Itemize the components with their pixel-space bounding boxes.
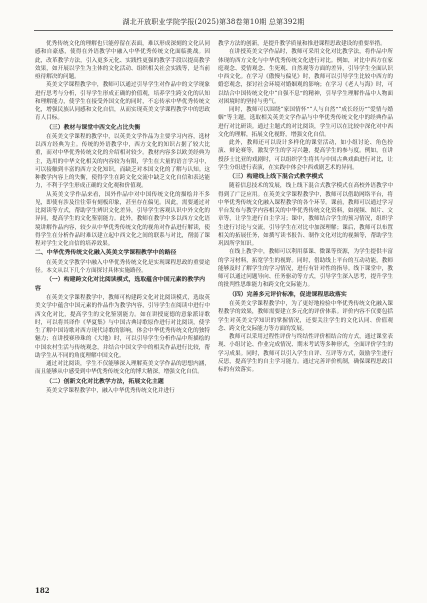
body-paragraph: 教师可以采用过程性评价与终结性评价相结合的方式，通过课堂表现、小组讨论、作业完成情况、期末考试等多种形式，全面评价学生的学习成果。同时，教师可以引入学生自评、互评等方式，鼓励学生进行反思，提高学生的自主学习能力。通过完善评价机制，确保课程思政目标的有效落实。 xyxy=(218,334,393,374)
body-paragraph: 优秀传统文化的理解也只能停留在表面，难以形成深刻的文化认同感和自豪感，使得在外语教学中融入中华优秀传统文化面临挑战。因此，改革教学方法，引入更多元化、实践性更强的教学手段以提高教学效果，如开展以学生为主体的文化活动、组织相关社会实践等，是当前亟待解决的问题。 xyxy=(35,41,210,80)
page-number: 182 xyxy=(35,586,50,595)
section-subheading: （一）构建跨文化对比阅读模式，选取蕴含中国元素的教学内容 xyxy=(35,276,206,292)
body-paragraph: 通过对比阅读，学生不仅能够深入理解英美文学作品的思想内涵，而且能够从中感受到中华优秀传统文化的博大精深，增强文化自信。 xyxy=(35,361,210,376)
section-subheading: （三）构建线上线下混合式教学模式 xyxy=(229,173,324,180)
body-paragraph: 在线上教学中，教师可以利用慕课、微课等资源，为学生提供丰富的学习材料，拓宽学生的视野。同时，借助线上平台的互动功能，教师能够及时了解学生的学习情况，进行有针对性的指导。线下课堂中，教师可以通过问题导向、任务驱动等方式，引导学生深入思考，提升学生的批判性思维能力和跨文化交际能力。 xyxy=(218,249,393,289)
body-paragraph: 在讲授英美文学作品时，教师可采用文化对比教学法，将作品中所体现的西方文化与中华优秀传统文化进行对比。例如，对比中西方在家庭观念、爱情观念、生死观、自然观等方面的差异，引导学生全面认识中西文化。在学习《傲慢与偏见》时，教师可以引导学生比较中西方的婚恋观念，探讨社会环境对婚姻观的影响；在学习《老人与海》时，可以结合中国传统文化中“自强不息”的精神，引导学生理解作品中人物面对困境时的坚持与勇气。 xyxy=(218,49,393,105)
body-paragraph: 同时，教师可以围绕“家国情怀”“人与自然”“成长经历”“爱情与婚姻”等主题，选取相关英美文学作品与中华优秀传统文化中的经典作品进行对比研读。通过主题式的对比阅读，学生可以在比较中深化对中西文化的理解，拓展文化视野，增强文化自信。 xyxy=(218,107,393,138)
body-paragraph: 此外，教师还可以设计多样化的课堂活动，如小组讨论、角色扮演、辩论赛等，激发学生的学习兴趣，提高学生的参与度。例如，在讲授莎士比亚的戏剧时，可以组织学生将其与中国古典戏曲进行对比，让学生分组进行表演，在实践中体会中西戏剧艺术的异同。 xyxy=(218,140,393,171)
section-subheading: （三）教材与课堂中西文化占比失衡 xyxy=(46,123,141,131)
body-paragraph: 在英美文学课程教学中，为了更好地检验中华优秀传统文化融入课程教学的效果，教师需要建立多元化的评价体系。评价内容不仅要包括学生对英美文学知识的掌握情况，还要关注学生的文化认同、价值观念、跨文化交际能力等方面的发展。 xyxy=(218,301,393,332)
body-paragraph: 在英美文学课程的教学中，以英美文学作品为主要学习内容，选材以西方经典为主。传统的外语教学中，西方文化的知识占据了较大比重，而对中华优秀传统文化的介绍相对较少。教材内容多以欧美经典为主，选用的中华文化相关的内容较为有限，学生在大量的语言学习中，可以接触到丰富的西方文化知识，而缺乏对本国文化的了解与认知。这种教学内容上的失衡，使得学生在跨文化交流中缺乏文化自信和表达能力，不利于学生形成正确的文化观和价值观。 xyxy=(35,133,210,190)
body-paragraph: 教学方法的创新，是提升教学质量和推进课程思政建设的重要举措。 xyxy=(218,41,386,47)
section-subheading: （四）完善多元评价标准，促进课程思政落实 xyxy=(229,290,347,298)
journal-header: 湖北开放职业学院学报(2025)第38卷第10期 总第392期 xyxy=(34,16,393,31)
body-paragraph: 英美文学课程教学中，融入中华优秀传统文化并进行 xyxy=(46,388,175,395)
body-paragraph: 从英美文学作品来看，国外作品中对中国传统文化的描绘并不多见，即使有涉及往往带有刻板印象，甚至存在偏见。因此，需要通过对比阅读等方式，帮助学生辨识文化差异，引导学生客观认识中外文化的异同，提高学生的文化鉴别能力。此外，教师在教学中多以西方文化语境讲解作品内容，较少从中华优秀传统文化的视角对作品进行解读，使得学生在分析作品时难以建立起中西文化之间的联系与对比，削弱了课程对学生文化自信的培养效果。 xyxy=(35,191,210,248)
body-paragraph: 在英美文学教学中融入中华优秀传统文化是实现课程思政的重要途径。本文从以下几个方面探讨具体实施路径。 xyxy=(35,259,210,275)
left-column xyxy=(35,40,210,580)
right-column xyxy=(218,40,393,580)
section-subheading: （二）创新文化对比教学方法，拓展文化主题 xyxy=(46,377,164,385)
body-paragraph: 在英美文学课程教学中，教师可构建跨文化对比阅读模式，选取英美文学中蕴含中国元素的作品作为教学内容，引导学生在阅读中进行中西文化对比，提高学生的文化鉴别能力。如在讲授庞德的意象派诗歌时，可以将其译作《华夏集》与中国古典诗歌原作进行对比阅读，使学生了解中国诗歌对西方现代诗歌的影响，体会中华优秀传统文化的独特魅力；在讲授赛珍珠的《大地》时，可以引导学生分析作品中所描绘的中国农村生活与传统观念，并结合中国文学中的相关作品进行比较，帮助学生从不同的角度理解中国文化。 xyxy=(35,295,210,359)
section-heading: 二、中华优秀传统文化融入英美文学课程教学中的路径 xyxy=(35,249,177,257)
body-paragraph: 随着信息技术的发展，线上线下混合式教学模式在高校外语教学中得到了广泛应用。在英美文学课程教学中，教师可以借助网络平台，将中华优秀传统文化融入课程教学的各个环节。课前，教师可以通过学习平台发布与教学内容相关的中华优秀传统文化资料，如视频、图片、文章等，让学生进行自主学习；课中，教师结合学生的预习情况，组织学生进行讨论与交流，引导学生在对比中加深理解；课后，教师可以布置相关的拓展任务，如撰写读书报告、制作文化对比的视频等，帮助学生巩固所学知识。 xyxy=(218,183,393,248)
body-paragraph: 英美文学课程教学中，教师可以通过引导学生对作品中的文学现象进行思考与分析，引导学生形成正确的价值观，培养学生跨文化的认知和理解能力，使学生在接受外国文化的同时，不忘传承中华优秀传统文化，增强民族认同感和文化自信，从而实现英美文学课程教学中的思政育人目标。 xyxy=(35,82,210,122)
